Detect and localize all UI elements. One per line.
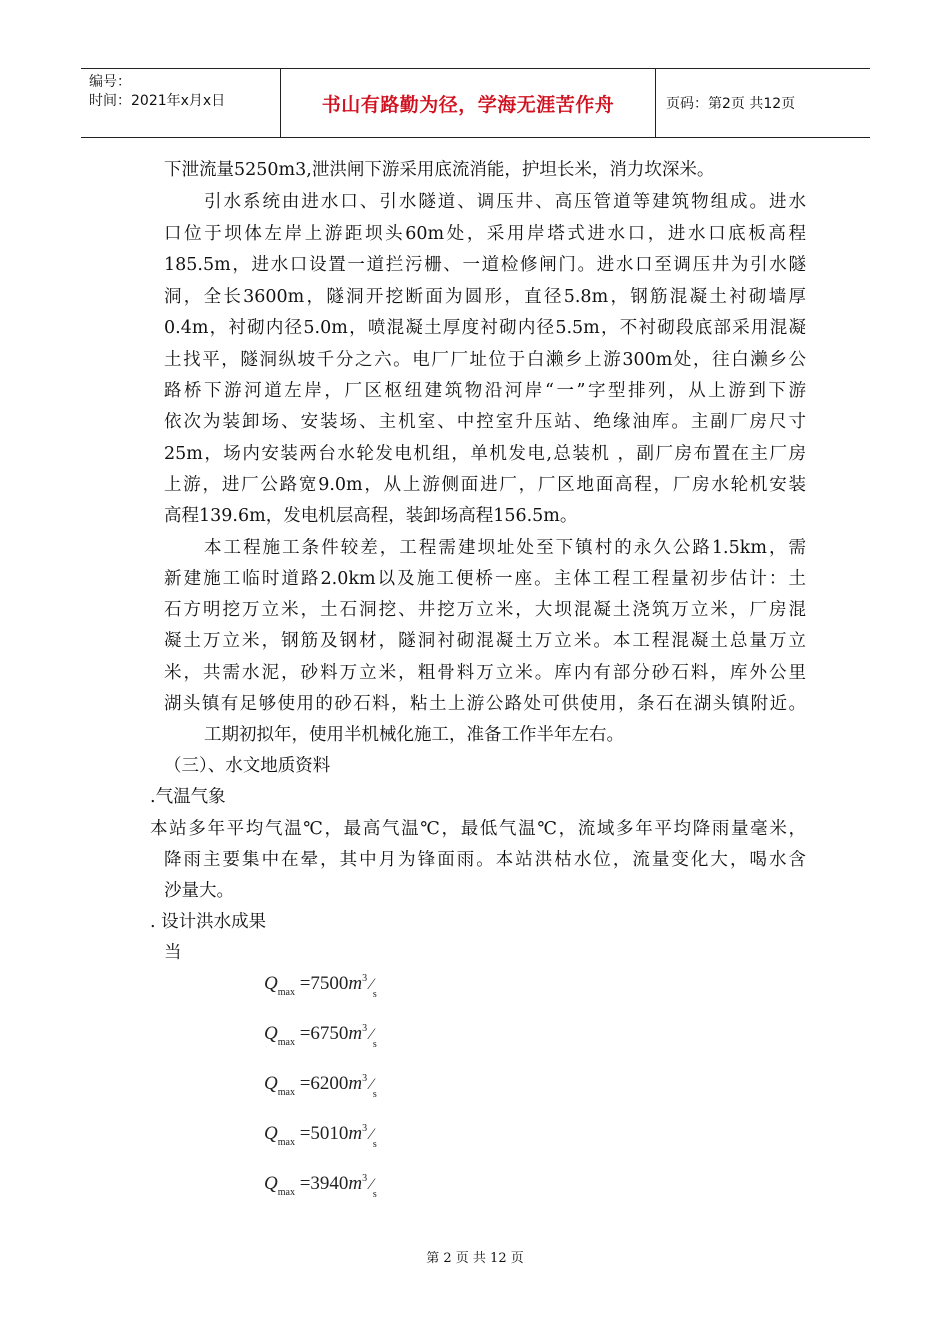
- flood-formula: $Q_{max} =3940m^3$ $⁄_s$: [264, 1173, 377, 1200]
- body-line: 25m，场内安装两台水轮发电机组，单机发电,总装机 ，副厂房布置在主厂房: [164, 444, 806, 464]
- body-line: 口位于坝体左岸上游距坝头60m处，采用岸塔式进水口，进水口底板高程: [164, 224, 806, 244]
- page-footer: 第 2 页 共 12 页: [426, 1251, 524, 1266]
- body-line: 下泄流量5250m3,泄洪闸下游采用底流消能，护坦长米，消力坎深米。: [164, 160, 715, 180]
- body-line: 依次为装卸场、安装场、主机室、中控室升压站、绝缘油库。主副厂房尺寸: [164, 412, 806, 432]
- body-line: 石方明挖万立米，土石洞挖、井挖万立米，大坝混凝土浇筑万立米，厂房混: [164, 600, 806, 620]
- body-line: 湖头镇有足够使用的砂石料，粘土上游公路处可供使用，条石在湖头镇附近。: [164, 694, 806, 714]
- body-line: 洞，全长3600m，隧洞开挖断面为圆形，直径5.8m，钢筋混凝土衬砌墙厚: [164, 287, 806, 307]
- flood-formula: $Q_{max} =5010m^3$ $⁄_s$: [264, 1123, 377, 1150]
- body-line: 185.5m，进水口设置一道拦污栅、一道检修闸门。进水口至调压井为引水隧: [164, 255, 806, 275]
- section-heading: （三）、水文地质资料: [164, 756, 331, 776]
- body-line: 0.4m，衬砌内径5.0m，喷混凝土厚度衬砌内径5.5m，不衬砌段底部采用混凝: [164, 318, 806, 338]
- body-line: 沙量大。: [164, 881, 234, 901]
- body-line: 工期初拟年，使用半机械化施工，准备工作半年左右。: [204, 725, 624, 745]
- header-motto: 书山有路勤为径，学海无涯苦作舟: [281, 69, 656, 137]
- body-line: 引水系统由进水口、引水隧道、调压井、高压管道等建筑物组成。进水: [204, 192, 806, 212]
- document-date: 时间：2021年x月x日: [89, 93, 226, 109]
- header-page-info: 页码：第2页 共12页: [666, 96, 796, 112]
- body-line: 路桥下游河道左岸，厂区枢纽建筑物沿河岸“一”字型排列，从上游到下游: [164, 381, 806, 401]
- body-line: 土找平，隧洞纵坡千分之六。电厂厂址位于白濑乡上游300m处，往白濑乡公: [164, 350, 806, 370]
- body-line: 新建施工临时道路2.0km以及施工便桥一座。主体工程工程量初步估计：土: [164, 569, 806, 589]
- subsection-heading: . 设计洪水成果: [150, 912, 267, 932]
- flood-formula: $Q_{max} =6200m^3$ $⁄_s$: [264, 1073, 377, 1100]
- body-line: 上游，进厂公路宽9.0m，从上游侧面进厂，厂区地面高程，厂房水轮机安装: [164, 475, 806, 495]
- flood-formula: $Q_{max} =6750m^3$ $⁄_s$: [264, 1023, 377, 1050]
- document-number-label: 编号：: [89, 74, 131, 90]
- body-line: 本站多年平均气温℃，最高气温℃，最低气温℃，流域多年平均降雨量毫米，: [150, 819, 806, 839]
- body-line: 本工程施工条件较差，工程需建坝址处至下镇村的永久公路1.5km，需: [204, 538, 806, 558]
- flood-formula: $Q_{max} =7500m^3$ $⁄_s$: [264, 973, 377, 1000]
- body-line: 降雨主要集中在晕，其中月为锋面雨。本站洪枯水位，流量变化大，喝水含: [164, 850, 806, 870]
- body-line: 高程139.6m，发电机层高程，装卸场高程156.5m。: [164, 506, 578, 526]
- header-meta: [81, 69, 281, 137]
- body-line: 米，共需水泥，砂料万立米，粗骨料万立米。库内有部分砂石料，库外公里: [164, 663, 806, 683]
- body-line: 当: [164, 943, 182, 963]
- body-line: 凝土万立米，钢筋及钢材，隧洞衬砌混凝土万立米。本工程混凝土总量万立: [164, 631, 806, 651]
- subsection-heading: .气温气象: [150, 787, 226, 807]
- page-header: [81, 68, 870, 138]
